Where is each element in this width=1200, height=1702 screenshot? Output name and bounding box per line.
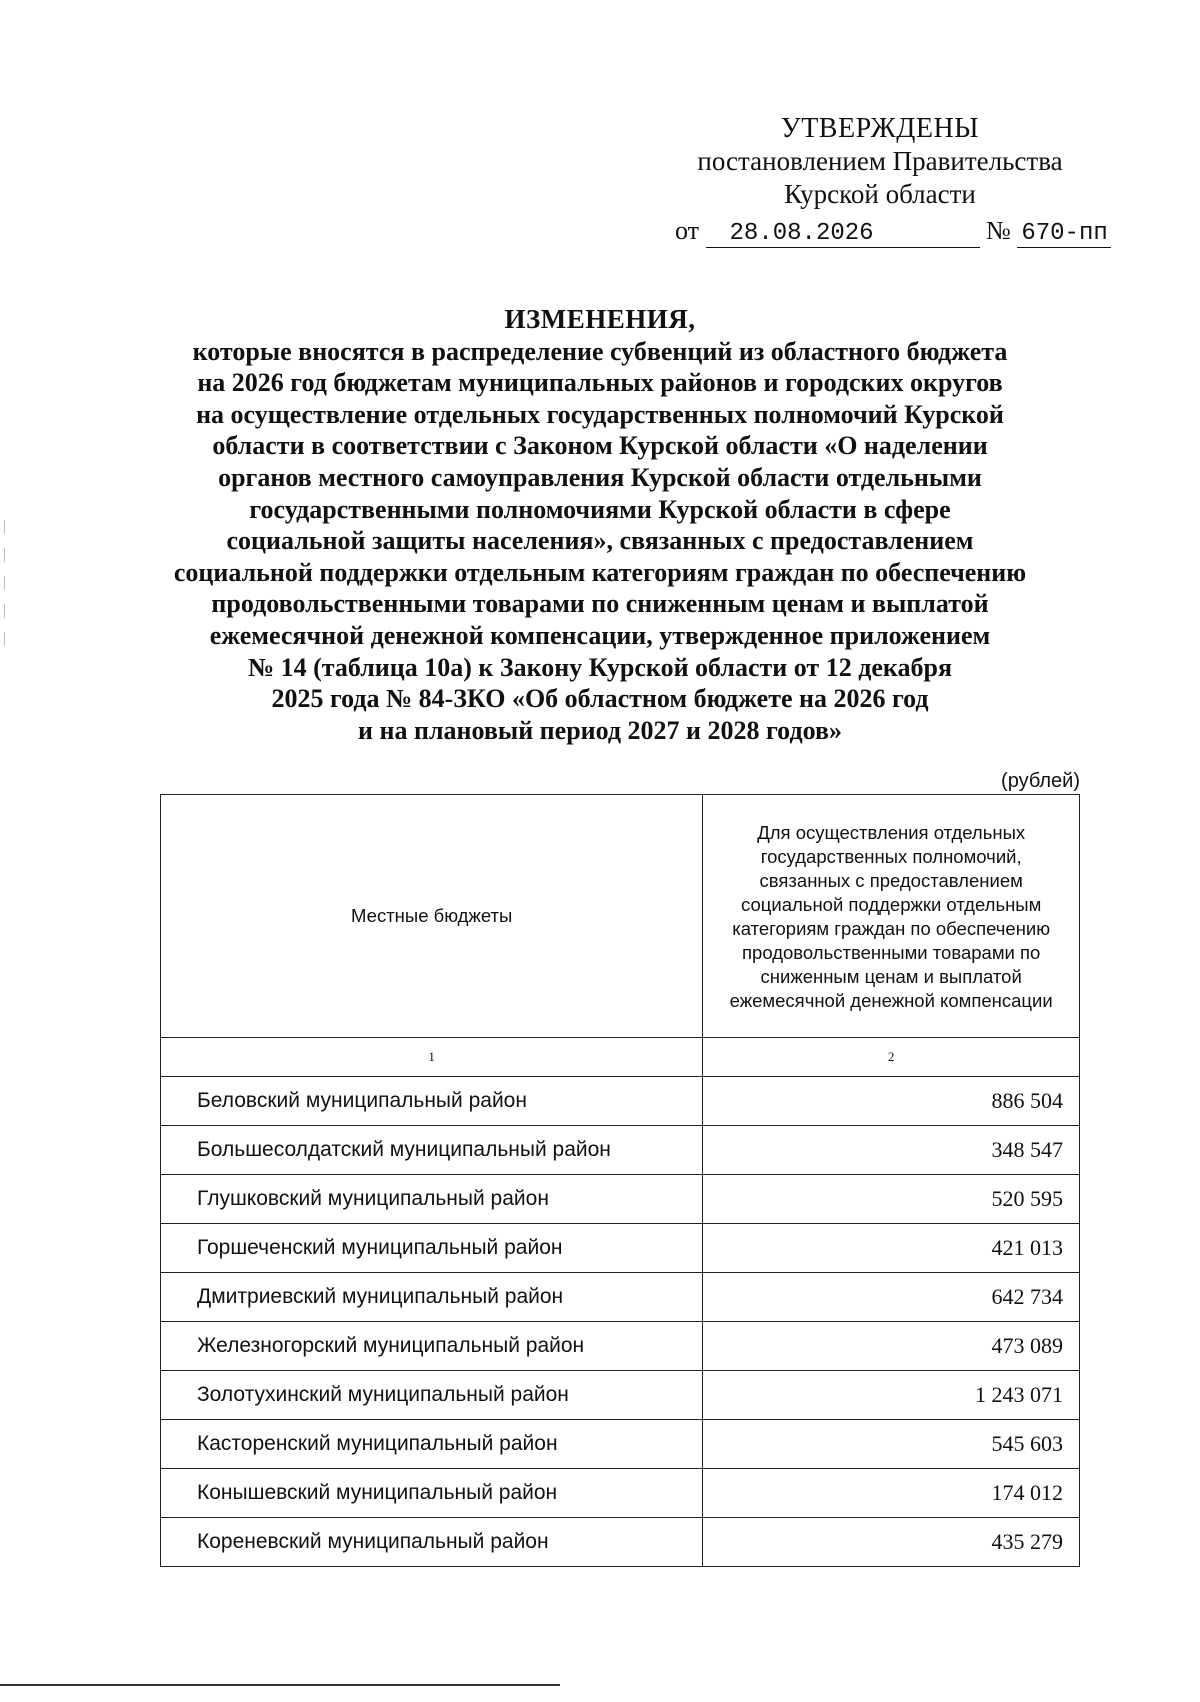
approval-line-1: постановлением Правительства [697, 146, 1063, 176]
header-purpose-line: государственных полномочий, [760, 846, 1022, 867]
header-purpose-line: Для осуществления отдельных [757, 822, 1026, 843]
approval-number: 670-пп [1017, 220, 1111, 248]
district-amount: 1 243 071 [703, 1371, 1080, 1420]
district-amount: 886 504 [703, 1077, 1080, 1126]
district-name: Конышевский муниципальный район [161, 1469, 703, 1518]
district-name: Кореневский муниципальный район [161, 1518, 703, 1567]
heading-line: социальной защиты населения», связанных с предоставлением [226, 526, 974, 556]
table-row [161, 1126, 1080, 1175]
table-row [161, 1420, 1080, 1469]
heading-line: которые вносятся в распределение субвенций из областного бюджета [192, 336, 1008, 366]
table-row [161, 1469, 1080, 1518]
district-name: Беловский муниципальный район [161, 1077, 703, 1126]
heading-line: социальной поддержки отдельным категориям граждан по обеспечению [173, 557, 1027, 587]
approval-line-2: Курской области [784, 179, 976, 209]
approval-date: 28.08.2026 [706, 220, 980, 248]
district-name: Касторенский муниципальный район [161, 1420, 703, 1469]
approval-date-number [675, 216, 1108, 248]
heading-line: государственными полномочиями Курской области в сфере [249, 494, 951, 524]
approval-block [670, 112, 1090, 211]
table-header-row [161, 795, 1080, 1038]
header-purpose-line: сниженным ценам и выплатой [760, 966, 1022, 987]
heading-line: и на плановый период 2027 и 2028 годов» [358, 715, 842, 745]
district-amount: 421 013 [703, 1224, 1080, 1273]
date-prefix: от [675, 216, 700, 245]
district-amount: 545 603 [703, 1420, 1080, 1469]
district-amount: 642 734 [703, 1273, 1080, 1322]
budget-table [160, 794, 1080, 1567]
district-name: Дмитриевский муниципальный район [161, 1273, 703, 1322]
heading-line: продовольственными товарами по сниженным ценам и выплатой [211, 589, 989, 619]
table-row [161, 1273, 1080, 1322]
district-amount: 520 595 [703, 1175, 1080, 1224]
table-row [161, 1371, 1080, 1420]
header-purpose-line: категориям граждан по обеспечению [732, 918, 1051, 939]
heading-line: на осуществление отдельных государственных полномочий Курской [196, 399, 1004, 429]
district-name: Глушковский муниципальный район [161, 1175, 703, 1224]
district-name: Большесолдатский муниципальный район [161, 1126, 703, 1175]
heading-line: на 2026 год бюджетам муниципальных районов и городских округов [197, 368, 1003, 398]
number-prefix: № [986, 216, 1011, 245]
column-number-1: 1 [161, 1038, 703, 1077]
heading-line: области в соответствии с Законом Курской области «О наделении [212, 431, 988, 461]
district-amount: 473 089 [703, 1322, 1080, 1371]
header-local-budgets: Местные бюджеты [161, 795, 703, 1038]
district-name: Железногорский муниципальный район [161, 1322, 703, 1371]
heading-line: 2025 года № 84-ЗКО «Об областном бюджете на 2026 год [271, 684, 929, 714]
approval-title: УТВЕРЖДЕНЫ [780, 113, 980, 144]
page-bottom-line [0, 1684, 560, 1686]
document-heading [150, 304, 1050, 746]
table-row [161, 1518, 1080, 1567]
table-row [161, 1077, 1080, 1126]
district-amount: 174 012 [703, 1469, 1080, 1518]
table-row [161, 1175, 1080, 1224]
table-row [161, 1224, 1080, 1273]
header-purpose-line: продовольственными товарами по [742, 942, 1041, 963]
units-label: (рублей) [1001, 770, 1080, 792]
district-amount: 435 279 [703, 1518, 1080, 1567]
scan-margin-marks [4, 520, 6, 660]
header-purpose-line: ежемесячной денежной компенсации [729, 990, 1053, 1011]
heading-line: ежемесячной денежной компенсации, утвержденное приложением [209, 620, 991, 650]
header-purpose-line: социальной поддержки отдельным [741, 894, 1042, 915]
district-name: Золотухинский муниципальный район [161, 1371, 703, 1420]
header-purpose-line: связанных с предоставлением [759, 870, 1023, 891]
heading-title: ИЗМЕНЕНИЯ, [504, 304, 696, 334]
district-amount: 348 547 [703, 1126, 1080, 1175]
heading-line: № 14 (таблица 10а) к Закону Курской области от 12 декабря [247, 652, 953, 682]
district-name: Горшеченский муниципальный район [161, 1224, 703, 1273]
header-purpose [703, 795, 1080, 1038]
column-number-2: 2 [703, 1038, 1080, 1077]
table-row [161, 1322, 1080, 1371]
column-number-row [161, 1038, 1080, 1077]
heading-line: органов местного самоуправления Курской области отдельными [218, 462, 982, 492]
